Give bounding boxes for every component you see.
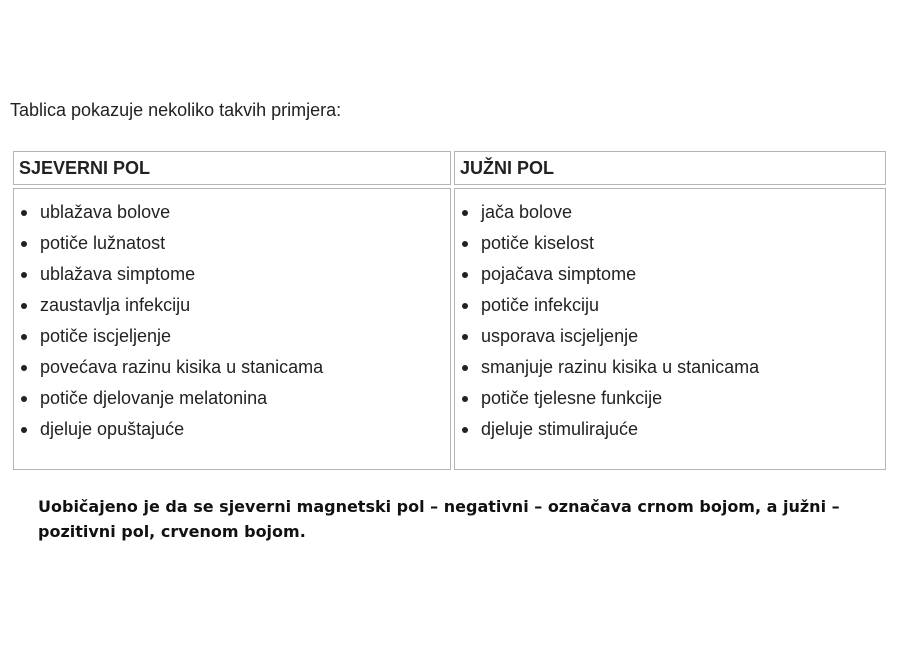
list-item: smanjuje razinu kisika u stanicama [461,352,885,383]
poles-table [10,148,889,473]
list-item: potiče tjelesne funkcije [461,383,885,414]
intro-text: Tablica pokazuje nekoliko takvih primjera: [10,100,342,120]
list-item: potiče kiselost [461,228,885,259]
list-item: potiče lužnatost [20,228,450,259]
list-item: potiče djelovanje melatonina [20,383,450,414]
north-pole-list [14,189,450,445]
list-item: zaustavlja infekciju [20,290,450,321]
table-header-row [13,151,886,185]
table-body-row [13,188,886,470]
north-pole-header: SJEVERNI POL [13,151,451,185]
color-convention-note: Uobičajeno je da se sjeverni magnetski pol – negativni – označava crnom bojom, a južni – pozitivni pol, crvenom bojom. [38,497,840,541]
list-item: usporava iscjeljenje [461,321,885,352]
south-pole-cell [454,188,886,470]
list-item: djeluje opuštajuće [20,414,450,445]
list-item: djeluje stimulirajuće [461,414,885,445]
south-pole-header: JUŽNI POL [454,151,886,185]
list-item: povećava razinu kisika u stanicama [20,352,450,383]
list-item: ublažava simptome [20,259,450,290]
north-pole-cell [13,188,451,470]
list-item: potiče infekciju [461,290,885,321]
list-item: jača bolove [461,197,885,228]
list-item: pojačava simptome [461,259,885,290]
list-item: potiče iscjeljenje [20,321,450,352]
list-item: ublažava bolove [20,197,450,228]
south-pole-list [455,189,885,445]
